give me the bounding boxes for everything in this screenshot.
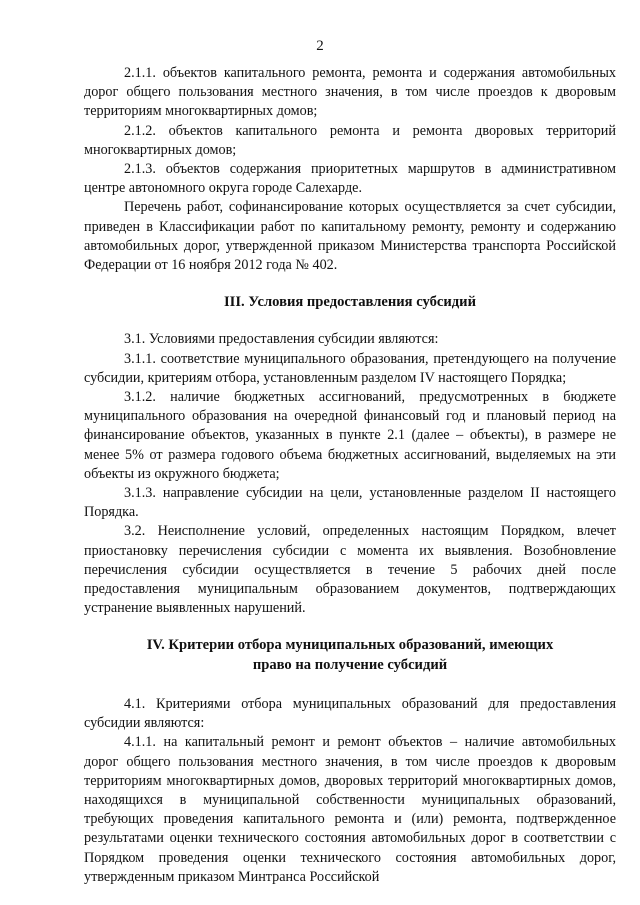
para-works-list: Перечень работ, софинансирование которых осуществляется за счет субсидии, приведен в Классификации работ по капитальному ремонту, ремонту и содержанию автомобильных дорог, утвержденной приказом Министерства транспорта Российской Федерации от 16 ноября 2012 года № 402. [84, 199, 616, 274]
para-3-1-1: 3.1.1. соответствие муниципального образования, претендующего на получение субсидии, критериям отбора, установленным разделом IV настоящего Порядка; [84, 350, 616, 386]
para-2-1-3: 2.1.3. объектов содержания приоритетных маршрутов в административном центре автономного округа городе Салехарде. [84, 161, 616, 197]
para-2-1-1: 2.1.1. объектов капитального ремонта, ремонта и содержания автомобильных дорог общего пользования местного значения, в том числе проездов к дворовым территориям многоквартирных домов; [84, 65, 616, 120]
para-4-1: 4.1. Критериями отбора муниципальных образований для предоставления субсидии являются: [84, 695, 616, 732]
document-body [84, 64, 616, 887]
spacer [84, 618, 616, 636]
para-2-1-2: 2.1.2. объектов капитального ремонта и ремонта дворовых территорий многоквартирных домов; [84, 122, 616, 158]
spacer [84, 312, 616, 330]
page-number: 2 [316, 38, 324, 54]
para-3-1-2: 3.1.2. наличие бюджетных ассигнований, предусмотренных в бюджете муниципального образования на очередной финансовый год и плановый период на финансирование объектов, указанных в пункте 2.1 (далее – объекты), в размере не менее 5% от размера годового объема бюджетных ассигнований, выделяемых на эти объекты из окружного бюджета; [84, 389, 616, 482]
para-3-1-3: 3.1.3. направление субсидии на цели, установленные разделом II настоящего Порядка. [84, 485, 616, 521]
heading-section-4: IV. Критерии отбора муниципальных образований, имеющих право на получение субсидий [146, 637, 554, 673]
heading-section-3: III. Условия предоставления субсидий [224, 294, 476, 311]
spacer [84, 675, 616, 695]
para-3-2: 3.2. Неисполнение условий, определенных настоящим Порядком, влечет приостановку перечисления субсидии с момента их выявления. Возобновление перечисления субсидии осуществляется в течение 5 рабочих дней после предоставления муниципальным образованием документов, подтверждающих устранение выявленных нарушений. [84, 523, 616, 617]
para-3-1: 3.1. Условиями предоставления субсидии являются: [124, 331, 439, 348]
para-4-1-1: 4.1.1. на капитальный ремонт и ремонт объектов – наличие автомобильных дорог общего пользования местного значения, в том числе проездов к дворовым территориям многоквартирных домов, дворовых территорий многоквартирных домов, находящихся в муниципальной собственности муниципальных образований, требующих проведения капитального ремонта и (или) ремонта, подтвержденное результатами оценки технического состояния автомобильных дорог в соответствии с Порядком проведения оценки технического состояния автомобильных дорог, утвержденным приказом Минтранса Российской [84, 734, 616, 885]
spacer [84, 275, 616, 293]
